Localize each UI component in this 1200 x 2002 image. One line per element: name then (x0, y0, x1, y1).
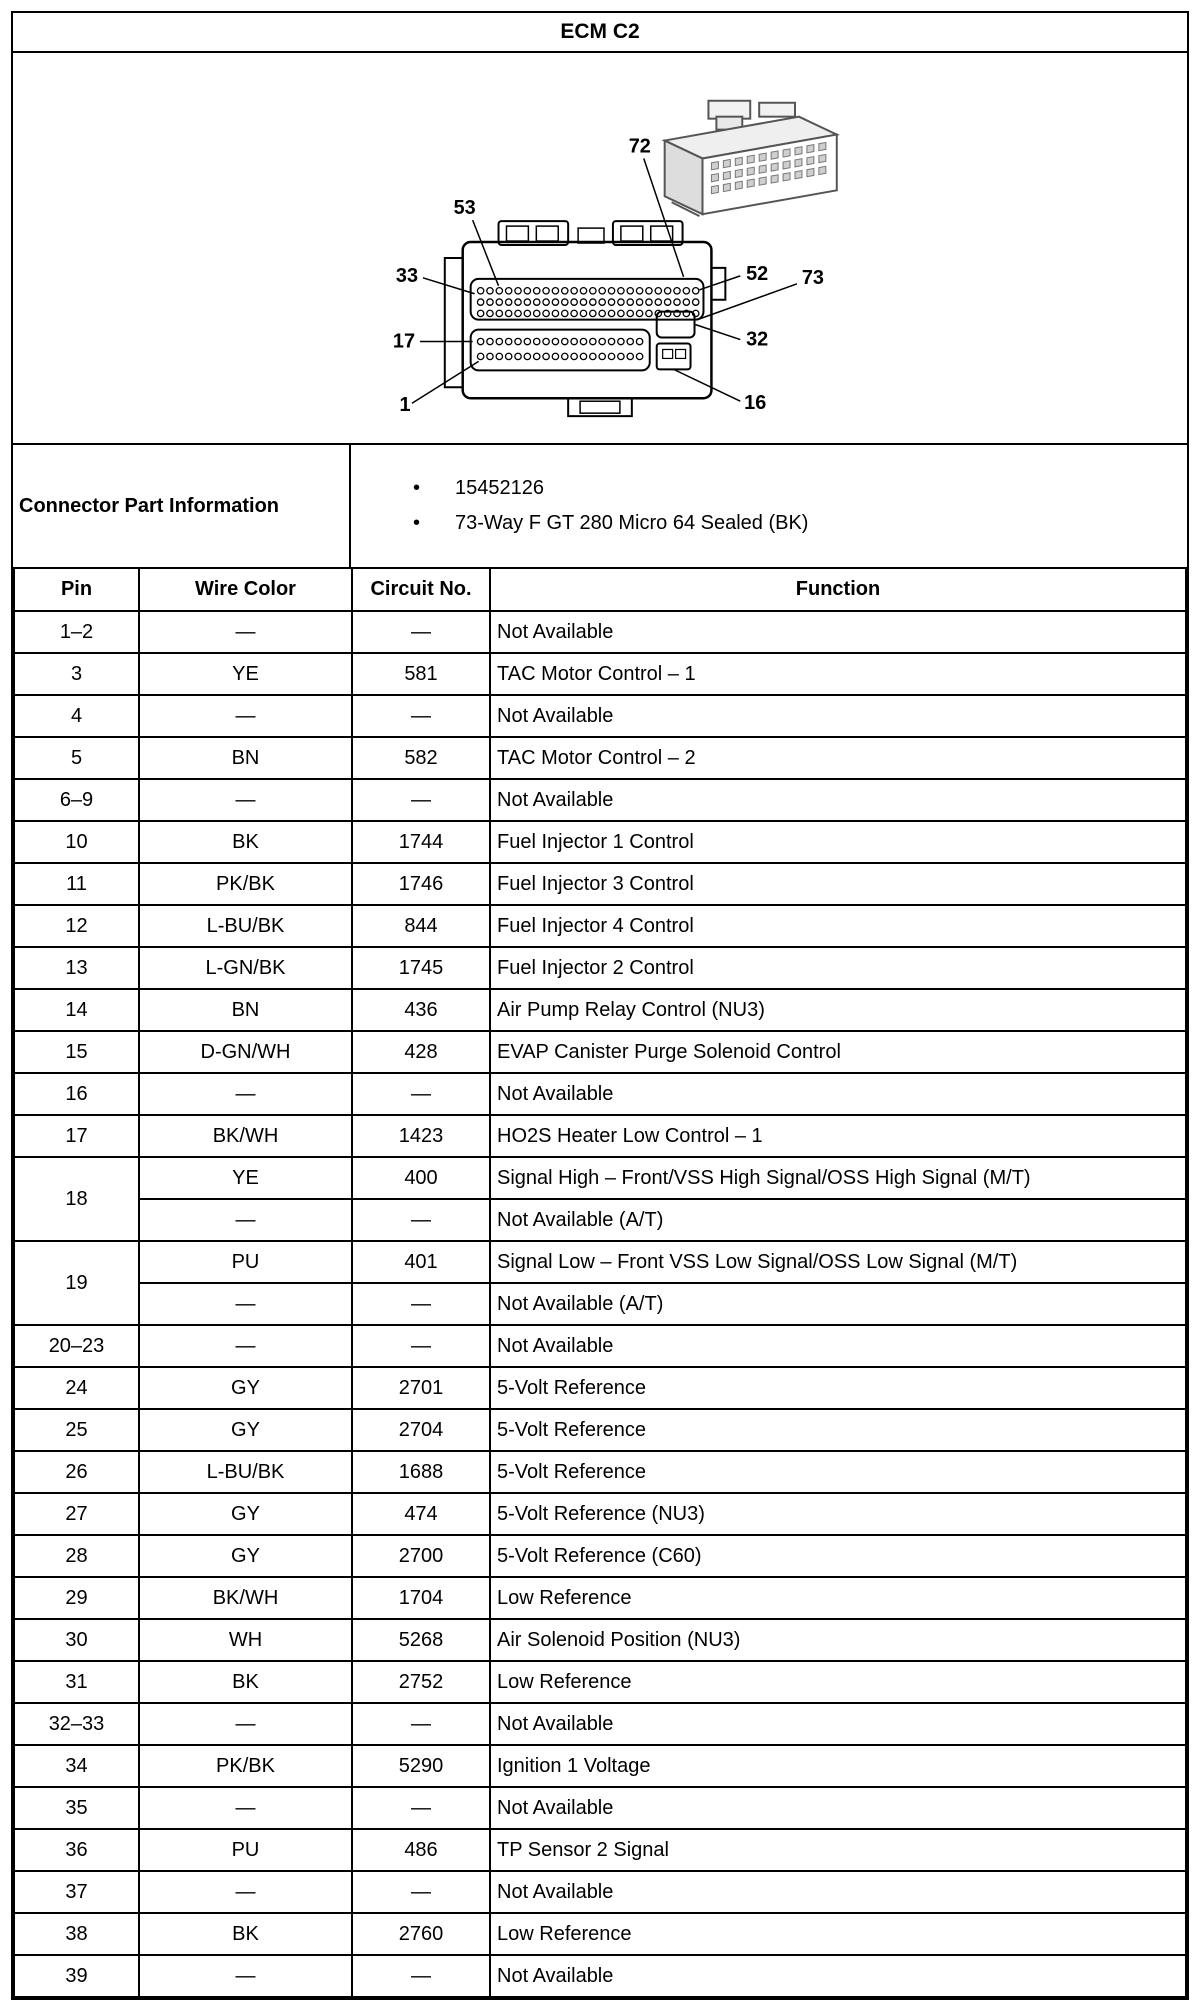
circuit-no-cell: 436 (352, 989, 490, 1031)
connector-front-view (445, 221, 726, 416)
pin-cell: 28 (14, 1535, 139, 1577)
wire-color-cell: PU (139, 1829, 352, 1871)
pin-cell: 12 (14, 905, 139, 947)
wire-color-cell: BK (139, 821, 352, 863)
bullet-icon: • (413, 512, 421, 534)
wire-color-cell: BN (139, 737, 352, 779)
circuit-no-cell: 1423 (352, 1115, 490, 1157)
pin-cell: 36 (14, 1829, 139, 1871)
callout-73: 73 (801, 266, 824, 289)
wire-color-cell: BK (139, 1913, 352, 1955)
pin-cell: 35 (14, 1787, 139, 1829)
table-row (14, 1199, 1186, 1241)
pin-cell: 29 (14, 1577, 139, 1619)
circuit-no-cell: 400 (352, 1157, 490, 1199)
connector-part-info-label (13, 445, 351, 567)
pin-cell: 14 (14, 989, 139, 1031)
callout-line-53 (473, 220, 499, 286)
callout-33: 33 (395, 264, 419, 287)
pin-cell: 25 (14, 1409, 139, 1451)
callout-1: 1 (399, 394, 411, 417)
function-cell: Low Reference (490, 1661, 1186, 1703)
connector-part-info-values (351, 445, 1187, 567)
connector-part-info-label-text: Connector Part Information (19, 494, 280, 517)
function-cell: Not Available (490, 695, 1186, 737)
callout-line-32 (696, 325, 741, 340)
circuit-no-cell: 1688 (352, 1451, 490, 1493)
function-cell: Not Available (490, 1073, 1186, 1115)
circuit-no-cell: 2701 (352, 1367, 490, 1409)
circuit-no-cell: — (352, 1871, 490, 1913)
function-cell: Not Available (490, 1955, 1186, 1997)
wire-color-cell: PU (139, 1241, 352, 1283)
bullet-icon: • (413, 477, 421, 499)
table-row (14, 989, 1186, 1031)
wire-color-cell: — (139, 1871, 352, 1913)
connector-type-text: 73-Way F GT 280 Micro 64 Sealed (BK) (455, 512, 809, 534)
function-cell: 5-Volt Reference (NU3) (490, 1493, 1186, 1535)
table-row (14, 863, 1186, 905)
pin-column-header: Pin (14, 568, 139, 611)
circuit-no-cell: — (352, 779, 490, 821)
pin-cell: 15 (14, 1031, 139, 1073)
function-cell: Fuel Injector 2 Control (490, 947, 1186, 989)
wire-color-cell: — (139, 1787, 352, 1829)
pin-cell: 11 (14, 863, 139, 905)
table-row (14, 1241, 1186, 1283)
wire-color-cell: L-GN/BK (139, 947, 352, 989)
circuit-no-cell: 1704 (352, 1577, 490, 1619)
function-cell: HO2S Heater Low Control – 1 (490, 1115, 1186, 1157)
part-number-text: 15452126 (455, 477, 544, 499)
function-cell: 5-Volt Reference (490, 1367, 1186, 1409)
table-row (14, 1955, 1186, 1997)
table-row (14, 1367, 1186, 1409)
wire-color-cell: — (139, 695, 352, 737)
callout-17: 17 (392, 330, 416, 353)
pinout-table-header (14, 568, 1186, 611)
table-row (14, 779, 1186, 821)
table-row (14, 821, 1186, 863)
function-column-header: Function (490, 568, 1186, 611)
wire-color-cell: YE (139, 1157, 352, 1199)
circuit-no-cell: 2700 (352, 1535, 490, 1577)
function-cell: Signal Low – Front VSS Low Signal/OSS Low Signal (M/T) (490, 1241, 1186, 1283)
function-cell: Fuel Injector 3 Control (490, 863, 1186, 905)
function-cell: Not Available (490, 1703, 1186, 1745)
wire-color-cell: — (139, 779, 352, 821)
table-row (14, 1451, 1186, 1493)
part-number-item (413, 477, 1187, 500)
connector-type-item (413, 512, 1187, 535)
table-row (14, 1913, 1186, 1955)
connector-part-information (13, 445, 1187, 567)
circuit-no-cell: 1745 (352, 947, 490, 989)
pin-cell: 1–2 (14, 611, 139, 653)
connector-3d-view-icon (665, 101, 837, 216)
pin-cell: 10 (14, 821, 139, 863)
circuit-no-cell: 2760 (352, 1913, 490, 1955)
table-row (14, 905, 1186, 947)
table-row (14, 695, 1186, 737)
wire-color-column-header: Wire Color (139, 568, 352, 611)
table-row (14, 1157, 1186, 1199)
circuit-no-cell: 5268 (352, 1619, 490, 1661)
circuit-no-cell: 401 (352, 1241, 490, 1283)
circuit-no-cell: 1744 (352, 821, 490, 863)
callout-53: 53 (453, 197, 476, 220)
function-cell: Low Reference (490, 1577, 1186, 1619)
pin-dots-bottom (477, 338, 642, 359)
table-row (14, 1409, 1186, 1451)
table-row (14, 611, 1186, 653)
function-cell: Not Available (490, 611, 1186, 653)
pin-cell: 34 (14, 1745, 139, 1787)
function-cell: Air Solenoid Position (NU3) (490, 1619, 1186, 1661)
pin-cell: 30 (14, 1619, 139, 1661)
pin-cell: 27 (14, 1493, 139, 1535)
wire-color-cell: GY (139, 1367, 352, 1409)
callout-32: 32 (746, 328, 769, 351)
table-row (14, 1535, 1186, 1577)
function-cell: Not Available (A/T) (490, 1283, 1186, 1325)
pin-cell: 19 (14, 1241, 139, 1325)
wire-color-cell: PK/BK (139, 863, 352, 905)
pin-cell: 26 (14, 1451, 139, 1493)
table-row (14, 1619, 1186, 1661)
pin-table-body (14, 611, 1186, 1997)
wire-color-cell: L-BU/BK (139, 1451, 352, 1493)
table-row (14, 1829, 1186, 1871)
wire-color-cell: — (139, 1283, 352, 1325)
wire-color-cell: PK/BK (139, 1745, 352, 1787)
circuit-no-cell: 581 (352, 653, 490, 695)
circuit-no-cell: — (352, 1325, 490, 1367)
wire-color-cell: — (139, 1073, 352, 1115)
circuit-no-cell: — (352, 611, 490, 653)
pin-cell: 5 (14, 737, 139, 779)
wire-color-cell: WH (139, 1619, 352, 1661)
circuit-no-cell: 474 (352, 1493, 490, 1535)
callout-72: 72 (628, 135, 651, 158)
circuit-no-cell: — (352, 1199, 490, 1241)
pin-cell: 32–33 (14, 1703, 139, 1745)
table-row (14, 1703, 1186, 1745)
pin-cell: 39 (14, 1955, 139, 1997)
connector-diagram (13, 53, 1187, 445)
circuit-no-cell: 582 (352, 737, 490, 779)
wire-color-cell: — (139, 1199, 352, 1241)
circuit-no-cell: 844 (352, 905, 490, 947)
wire-color-cell: BK/WH (139, 1115, 352, 1157)
function-cell: Air Pump Relay Control (NU3) (490, 989, 1186, 1031)
callout-52: 52 (746, 262, 769, 285)
function-cell: 5-Volt Reference (C60) (490, 1535, 1186, 1577)
callout-16: 16 (744, 392, 767, 415)
function-cell: Signal High – Front/VSS High Signal/OSS High Signal (M/T) (490, 1157, 1186, 1199)
wire-color-cell: — (139, 1955, 352, 1997)
wire-color-cell: — (139, 1703, 352, 1745)
circuit-no-cell: — (352, 1787, 490, 1829)
table-row (14, 1325, 1186, 1367)
function-cell: TP Sensor 2 Signal (490, 1829, 1186, 1871)
table-row (14, 947, 1186, 989)
table-row (14, 1115, 1186, 1157)
circuit-no-cell: — (352, 1283, 490, 1325)
function-cell: Low Reference (490, 1913, 1186, 1955)
circuit-no-cell: — (352, 1703, 490, 1745)
pin-cell: 24 (14, 1367, 139, 1409)
function-cell: Not Available (490, 1787, 1186, 1829)
wire-color-cell: BN (139, 989, 352, 1031)
pin-cell: 16 (14, 1073, 139, 1115)
wire-color-cell: GY (139, 1409, 352, 1451)
function-cell: Not Available (490, 779, 1186, 821)
page-title: ECM C2 (560, 20, 640, 43)
wire-color-cell: GY (139, 1493, 352, 1535)
circuit-no-cell: 2752 (352, 1661, 490, 1703)
function-cell: 5-Volt Reference (490, 1409, 1186, 1451)
wire-color-cell: — (139, 611, 352, 653)
function-cell: 5-Volt Reference (490, 1451, 1186, 1493)
table-row (14, 1577, 1186, 1619)
table-row (14, 1745, 1186, 1787)
circuit-no-cell: 486 (352, 1829, 490, 1871)
callout-line-52 (699, 276, 740, 290)
pin-cell: 3 (14, 653, 139, 695)
function-cell: Fuel Injector 4 Control (490, 905, 1186, 947)
document-page (11, 11, 1189, 2000)
table-row (14, 1787, 1186, 1829)
table-row (14, 1073, 1186, 1115)
function-cell: Not Available (490, 1871, 1186, 1913)
circuit-no-column-header: Circuit No. (352, 568, 490, 611)
pin-cell: 4 (14, 695, 139, 737)
connector-diagram-svg (13, 53, 1187, 443)
circuit-no-cell: — (352, 1955, 490, 1997)
wire-color-cell: D-GN/WH (139, 1031, 352, 1073)
wire-color-cell: YE (139, 653, 352, 695)
wire-color-cell: — (139, 1325, 352, 1367)
pin-cell: 31 (14, 1661, 139, 1703)
function-cell: TAC Motor Control – 2 (490, 737, 1186, 779)
pin-cell: 38 (14, 1913, 139, 1955)
pin-cell: 6–9 (14, 779, 139, 821)
function-cell: Not Available (490, 1325, 1186, 1367)
wire-color-cell: GY (139, 1535, 352, 1577)
pin-cell: 17 (14, 1115, 139, 1157)
title-bar (13, 13, 1187, 53)
function-cell: EVAP Canister Purge Solenoid Control (490, 1031, 1186, 1073)
function-cell: TAC Motor Control – 1 (490, 653, 1186, 695)
wire-color-cell: L-BU/BK (139, 905, 352, 947)
pin-cell: 13 (14, 947, 139, 989)
wire-color-cell: BK (139, 1661, 352, 1703)
circuit-no-cell: — (352, 1073, 490, 1115)
pin-cell: 18 (14, 1157, 139, 1241)
table-row (14, 1493, 1186, 1535)
circuit-no-cell: — (352, 695, 490, 737)
pin-cell: 20–23 (14, 1325, 139, 1367)
wire-color-cell: BK/WH (139, 1577, 352, 1619)
table-row (14, 1871, 1186, 1913)
function-cell: Ignition 1 Voltage (490, 1745, 1186, 1787)
table-row (14, 1661, 1186, 1703)
circuit-no-cell: 5290 (352, 1745, 490, 1787)
header-row (14, 568, 1186, 611)
table-row (14, 653, 1186, 695)
table-row (14, 737, 1186, 779)
table-row (14, 1283, 1186, 1325)
function-cell: Fuel Injector 1 Control (490, 821, 1186, 863)
table-row (14, 1031, 1186, 1073)
circuit-no-cell: 428 (352, 1031, 490, 1073)
function-cell: Not Available (A/T) (490, 1199, 1186, 1241)
circuit-no-cell: 1746 (352, 863, 490, 905)
pinout-table (13, 567, 1187, 1998)
circuit-no-cell: 2704 (352, 1409, 490, 1451)
callout-line-33 (423, 278, 475, 294)
pin-cell: 37 (14, 1871, 139, 1913)
